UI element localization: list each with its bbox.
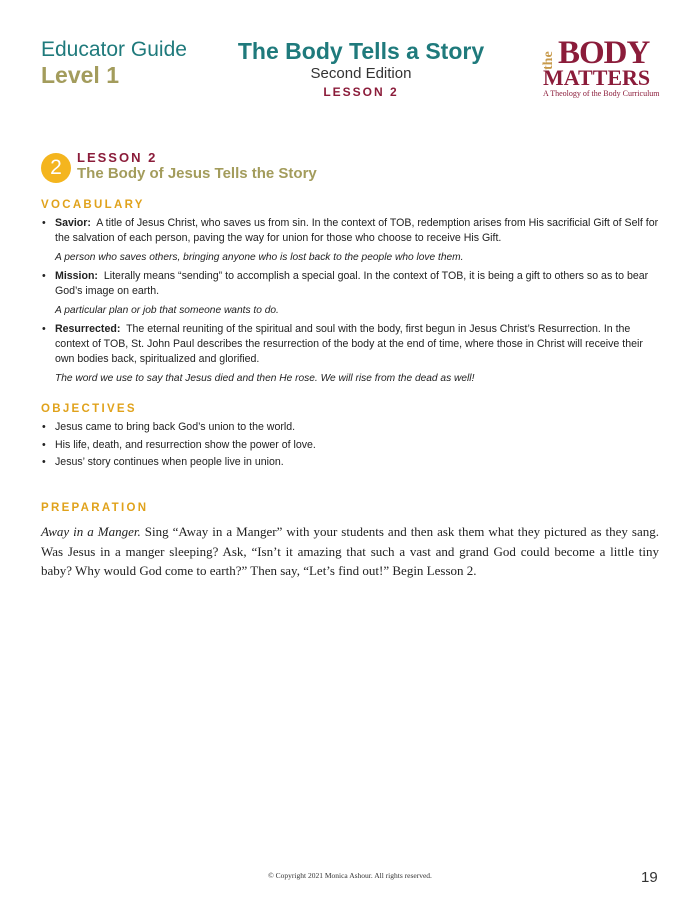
vocabulary-term: Savior: [55,217,91,229]
vocabulary-definition: The eternal reuniting of the spiritual and soul with the body, first begun in Jesus Christ’s Resurrection. In the context of TOB, St. John Paul describes the resurrection of the body at the end of time, where those in Christ will receive their own bodies back, spiritualized and glorified. [55,323,643,365]
logo-subtitle: A Theology of the Body Curriculum [543,89,660,98]
bullet-icon: • [42,438,46,451]
bullet-icon: • [42,421,46,433]
vocabulary-example: A person who saves others, bringing anyone who is lost back to the people who love them. [55,252,464,263]
objective-item [41,419,663,437]
vocabulary-item [41,216,663,246]
bullet-icon: • [42,323,46,335]
objective-item [41,437,663,455]
guide-title: Educator Guide [41,38,187,61]
guide-level: Level 1 [41,62,119,88]
objective-text: His life, death, and resurrection show the power of love. [55,438,316,451]
objective-text: Jesus came to bring back God’s union to the world. [55,421,296,433]
preparation-text: Sing “Away in a Manger” with your students and then ask them what they pictured as they sang. Was Jesus in a manger sleeping? Ask, “Isn’t it amazing that such a vast and grand God could become a little tiny baby? Why would God come to earth?” Then say, “Let’s find out!” Begin Lesson 2. [41,524,659,578]
vocabulary-example: The word we use to say that Jesus died and then He rose. We will rise from the dead as well! [55,373,475,384]
objectives-heading: OBJECTIVES [41,403,137,415]
vocabulary-term: Resurrected: [55,323,121,335]
body-matters-logo [541,35,666,100]
lesson-title: The Body of Jesus Tells the Story [77,165,317,182]
lesson-label: LESSON 2 [77,150,158,165]
logo-matters: MATTERS [543,65,651,90]
preparation-activity-title: Away in a Manger. [41,524,141,539]
preparation-paragraph [41,522,659,581]
header-lesson-label: LESSON 2 [323,85,399,99]
vocabulary-definition: A title of Jesus Christ, who saves us from sin. In the context of TOB, redemption arises from His sacrificial Gift of Self for the salvation of each person, paving the way for union for those who choose to receive His Gift. [55,217,659,244]
book-edition: Second Edition [310,65,412,82]
book-title: The Body Tells a Story [237,38,485,64]
copyright-footer: © Copyright 2021 Monica Ashour. All rights reserved. [268,871,432,880]
guide-header [41,38,187,88]
vocabulary-term: Mission: [55,270,98,282]
lesson-number-badge: 2 [41,153,71,183]
objective-item [41,454,663,472]
vocabulary-example: A particular plan or job that someone wants to do. [55,305,279,316]
logo-body: BODY [558,35,650,71]
vocabulary-definition: Literally means “sending” to accomplish a special goal. In the context of TOB, it is being a gift to others so as to bear God’s image on earth. [55,270,649,297]
bullet-icon: • [42,456,46,468]
logo-the: the [541,51,556,70]
book-header [220,37,502,100]
objectives-list [41,419,663,472]
objective-text: Jesus’ story continues when people live in union. [55,456,284,468]
vocabulary-item [41,269,663,299]
bullet-icon: • [42,270,46,282]
page-number: 19 [641,869,658,886]
preparation-heading: PREPARATION [41,502,149,514]
vocabulary-list [41,216,663,390]
bullet-icon: • [42,217,46,229]
vocabulary-heading: VOCABULARY [41,199,145,211]
vocabulary-item [41,322,663,367]
